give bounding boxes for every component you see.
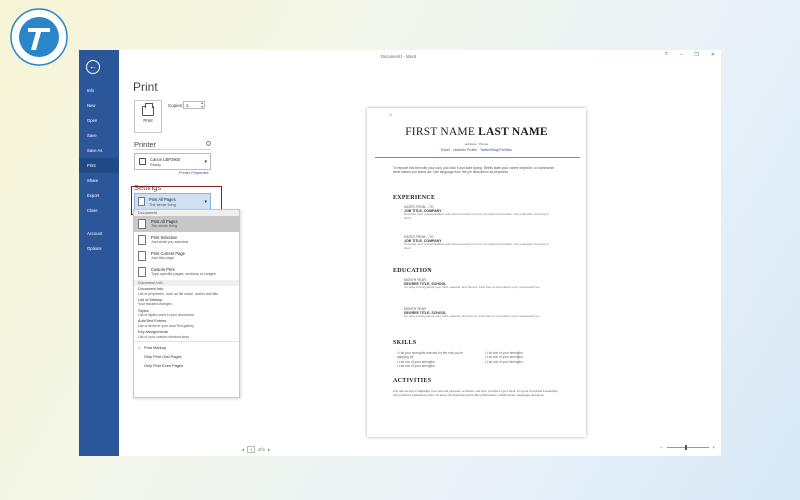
option-title: List of Markup: [138, 296, 163, 302]
dropdown-divider: [134, 341, 239, 342]
option-title: Print Selection: [151, 235, 178, 240]
option-title: AutoText Entries: [138, 318, 167, 324]
activities-heading: ACTIVITIES: [393, 378, 432, 384]
copies-value: 1: [186, 103, 189, 108]
zoom-in-icon[interactable]: +: [712, 445, 715, 450]
skill-item: • List one of your strengths: [397, 363, 435, 368]
page-title: Print: [133, 80, 158, 94]
skills-heading: SKILLS: [393, 340, 417, 346]
zoom-control: [660, 445, 715, 450]
close-icon[interactable]: ✕: [710, 52, 715, 58]
option-title: Custom Print: [151, 267, 175, 272]
nav-info[interactable]: Info: [87, 88, 94, 93]
entry-text: It's okay to brag about your GPA, awards, and honors. Feel free to summarize your coursework too.: [404, 314, 541, 319]
printer-select[interactable]: [134, 153, 211, 170]
resume-first-name: FIRST NAME: [405, 126, 476, 138]
skills-right-column: [485, 351, 560, 364]
settings-heading: Settings: [134, 183, 162, 192]
option-desc: List of your custom shortcut keys: [138, 334, 189, 339]
skill-text: List one of your strengths: [487, 355, 523, 360]
experience-entry: [404, 205, 557, 221]
nav-options[interactable]: Options: [87, 246, 102, 251]
back-arrow-icon[interactable]: ←: [86, 60, 100, 74]
next-page-icon[interactable]: ▸: [268, 447, 271, 452]
help-icon[interactable]: ?: [664, 52, 668, 58]
chevron-down-icon: ▾: [204, 199, 207, 205]
nav-share[interactable]: Share: [87, 178, 99, 183]
skill-text: List one of your strengths: [399, 359, 435, 364]
printer-small-icon: [139, 158, 146, 165]
entry-dates: MONTH YEAR: [404, 278, 426, 282]
skill-item: • List one of your strengths: [485, 359, 523, 364]
nav-spacer: [79, 218, 119, 226]
entry-title: DEGREE TITLE, SCHOOL: [404, 282, 447, 286]
option-desc: List of styles used in your document: [138, 313, 194, 318]
printer-icon: [142, 106, 154, 116]
option-key-assignments[interactable]: [134, 329, 239, 340]
printer-status: Ready: [150, 163, 161, 167]
entry-text: It's okay to brag about your GPA, awards, and honors. Feel free to summarize your coursework too.: [404, 285, 541, 290]
check-label: Only Print Even Pages: [144, 362, 184, 368]
minimize-icon[interactable]: –: [679, 52, 683, 58]
entry-text: Describe your responsibilities and achievements in terms of impact and results. Use examples, but keep it short.: [404, 242, 549, 251]
check-even-pages[interactable]: [134, 361, 239, 370]
option-desc: List of items in your AutoText gallery: [138, 323, 194, 328]
skill-item: • List your strengths relevant for the role you're applying for: [397, 351, 463, 360]
word-window: [79, 50, 721, 456]
nav-account[interactable]: Account: [87, 231, 103, 236]
page-number-input[interactable]: 1: [247, 446, 255, 453]
nav-save[interactable]: Save: [87, 133, 97, 138]
option-title: Key Assignments: [138, 329, 168, 335]
preview-page: [367, 108, 586, 437]
status-bar: [222, 442, 721, 456]
option-title: Print Current Page: [151, 251, 185, 256]
option-print-current-page[interactable]: [134, 248, 239, 264]
page-count: of 1: [258, 447, 266, 452]
document-title: Document1 - Word: [381, 54, 417, 59]
option-desc: Just this page: [151, 256, 174, 260]
entry-title: DEGREE TITLE, SCHOOL: [404, 311, 447, 315]
option-print-selection[interactable]: [134, 232, 239, 248]
resume-divider: [375, 157, 580, 158]
skill-item: • List one of your strengths: [485, 351, 523, 355]
skill-item: • List one of your strengths: [397, 359, 435, 364]
education-entry: [404, 307, 557, 319]
page-icon: [138, 267, 146, 277]
backstage-nav: [79, 83, 119, 256]
copies-input[interactable]: [183, 101, 205, 109]
print-range-select[interactable]: [134, 193, 211, 210]
info-icon[interactable]: i: [206, 141, 211, 146]
nav-open[interactable]: Open: [87, 118, 98, 123]
watermark-logo: [6, 4, 72, 70]
printer-divider: [134, 149, 211, 150]
option-print-all-pages[interactable]: [134, 216, 239, 232]
page-icon: [138, 251, 146, 261]
skill-text: List one of your strengths: [399, 363, 435, 368]
option-list-of-markup[interactable]: [134, 297, 239, 308]
nav-export[interactable]: Export: [87, 193, 100, 198]
option-title: Styles: [138, 307, 149, 313]
option-title: Print All Pages: [151, 219, 178, 224]
previous-page-icon[interactable]: ◂: [242, 447, 245, 452]
check-print-markup[interactable]: [134, 343, 239, 352]
entry-dates: DATES FROM – TO: [404, 205, 434, 209]
page-icon: [138, 235, 146, 245]
nav-print[interactable]: Print: [79, 158, 119, 173]
check-label: Print Markup: [144, 344, 167, 350]
entry-text: Describe your responsibilities and achievements in terms of impact and results. Use examples, but keep it short.: [404, 212, 549, 221]
education-entry: [404, 278, 557, 290]
zoom-slider-thumb[interactable]: [685, 445, 687, 450]
resume-contact: Address · Phone: [464, 142, 489, 146]
skill-text: List one of your strengths: [487, 359, 523, 364]
entry-title: JOB TITLE, COMPANY: [404, 209, 442, 213]
skill-text: List one of your strengths: [487, 351, 523, 355]
printer-properties-link[interactable]: Printer Properties: [179, 171, 209, 175]
resume-intro: To replace this text with your own, just click it and start typing. Briefly state your career objective, or summarize what makes you stand out. Use language from the job description as keywords.: [393, 166, 555, 175]
option-title: Document Info: [138, 286, 164, 291]
entry-title: JOB TITLE, COMPANY: [404, 239, 442, 243]
printer-heading: Printer: [134, 140, 157, 149]
experience-entry: [404, 235, 557, 251]
nav-close[interactable]: Close: [87, 208, 98, 213]
dropdown-group-document-info: Document Info: [134, 280, 239, 286]
check-odd-pages[interactable]: [134, 352, 239, 361]
resume-last-name: LAST NAME: [478, 126, 548, 138]
check-icon: ✓: [138, 344, 142, 350]
page-icon: [138, 197, 145, 206]
skill-text: List your strengths relevant for the role you're applying for: [397, 351, 463, 360]
option-styles[interactable]: [134, 308, 239, 319]
option-desc: Type specific pages, sections or ranges: [151, 272, 216, 276]
zoom-slider[interactable]: [667, 447, 709, 448]
chevron-down-icon: ▾: [204, 159, 207, 165]
print-button-label: Print: [143, 118, 153, 123]
page-navigator: [242, 446, 270, 453]
print-range-title: Print All Pages: [149, 197, 176, 202]
check-label: Only Print Odd Pages: [144, 353, 182, 359]
option-document-info[interactable]: [134, 286, 239, 297]
option-desc: The whole thing: [151, 224, 178, 228]
entry-dates: MONTH YEAR: [404, 307, 426, 311]
print-button[interactable]: [134, 100, 162, 133]
option-custom-print[interactable]: [134, 264, 239, 280]
print-range-dropdown: [133, 209, 240, 398]
dropdown-group-documents: Documents: [134, 210, 239, 216]
activities-text: Use this section to highlight your relevant passions, activities, and how you like to give back. It's good to include Leadership and volunteer experiences here. Or show off important extras like publications, certifications, languages and more.: [393, 389, 558, 398]
nav-new[interactable]: New: [87, 103, 96, 108]
nav-save-as[interactable]: Save As: [87, 148, 103, 153]
copies-label: Copies:: [168, 103, 184, 108]
zoom-out-icon[interactable]: –: [660, 445, 663, 450]
option-autotext-entries[interactable]: [134, 318, 239, 329]
page-icon: [138, 219, 146, 229]
resume-links: Email · LinkedIn Profile · Twitter/Blog/Portfolio: [440, 148, 513, 152]
page-corner-mark: ¤: [389, 113, 392, 119]
copies-spinner-icon[interactable]: ▴ ▾: [201, 101, 203, 109]
option-desc: Just what you selected: [151, 240, 189, 244]
print-range-desc: The whole thing: [149, 203, 176, 207]
restore-icon[interactable]: ❐: [694, 52, 699, 58]
window-controls: [665, 52, 715, 58]
experience-heading: EXPERIENCE: [393, 195, 436, 201]
education-heading: EDUCATION: [393, 268, 432, 274]
backstage-sidebar: [79, 50, 119, 456]
title-bar: [119, 50, 721, 64]
entry-dates: DATES FROM – TO: [404, 235, 434, 239]
option-desc: Your tracked changes: [138, 302, 172, 307]
resume-name: [367, 126, 586, 138]
skill-item: • List one of your strengths: [485, 355, 523, 360]
option-desc: List of properties, such as file name, author and title: [138, 291, 219, 296]
printer-name: Canon LBP2900: [150, 157, 181, 162]
skills-left-column: [397, 351, 472, 368]
